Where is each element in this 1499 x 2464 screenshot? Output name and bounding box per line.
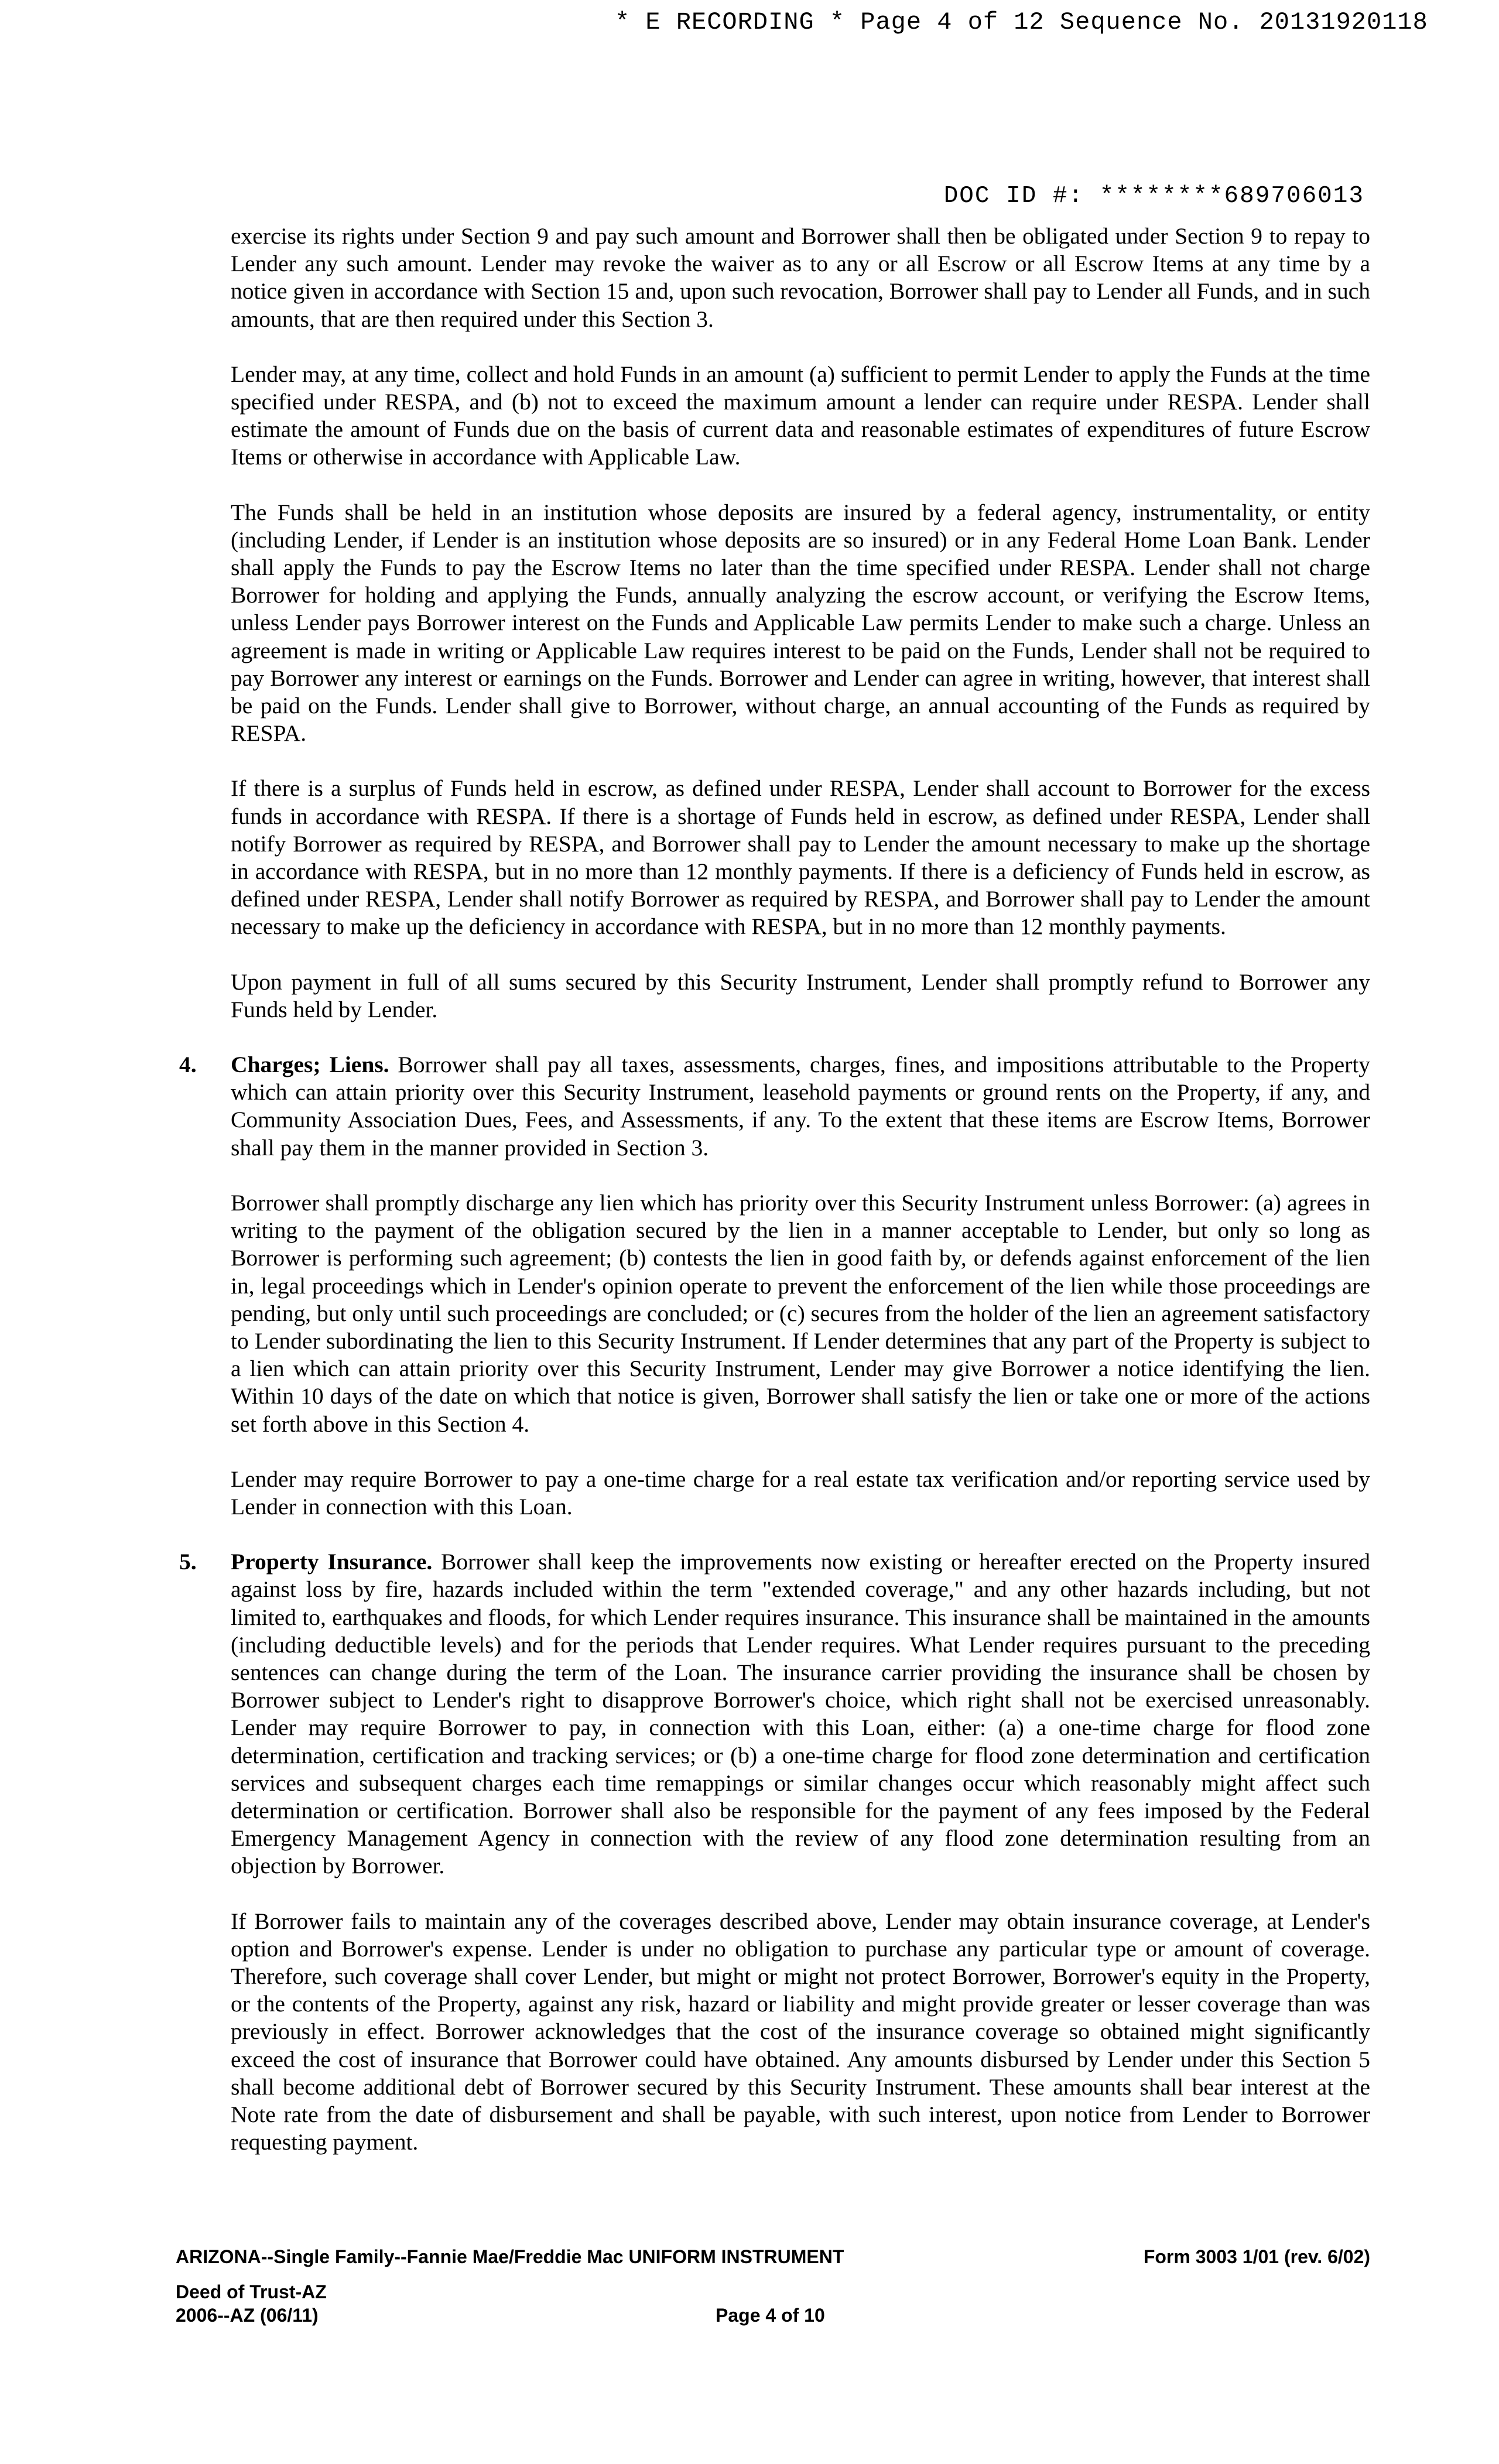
page-footer: [176, 2246, 1370, 2270]
section-number: 5.: [179, 1549, 197, 1575]
section-heading: Property Insurance.: [231, 1549, 433, 1575]
section-lead-text: Borrower shall pay all taxes, assessments, charges, fines, and impositions attributable to the Property which can attain priority over this Security Instrument, leasehold payments or ground rents on the Property, if any, and Community Association Dues, Fees, and Assessments, if any. To the extent that these items are Escrow Items, Borrower shall pay them in the manner provided in Section 3.: [231, 1052, 1370, 1161]
footer-deed-title: Deed of Trust-AZ: [176, 2281, 327, 2302]
section-number: 4.: [179, 1052, 197, 1078]
paragraph: exercise its rights under Section 9 and pay such amount and Borrower shall then be obligated under Section 9 to repay to Lender any such amount. Lender may revoke the waiver as to any or all Escrow or all Escrow Items at any time by a notice given in accordance with Section 15 and, upon such revocation, Borrower shall pay to Lender all Funds, and in such amounts, that are then required under this Section 3.: [231, 223, 1370, 332]
section-lead-paragraph: [231, 1051, 1370, 1162]
paragraph: Upon payment in full of all sums secured by this Security Instrument, Lender shall promptly refund to Borrower any Funds held by Lender.: [231, 969, 1370, 1022]
doc-id: DOC ID #: ********689706013: [943, 183, 1364, 210]
section-lead-text: Borrower shall keep the improvements now existing or hereafter erected on the Property insured against loss by fire, hazards included within the term "extended coverage," and any other hazards including, but not limited to, earthquakes and floods, for which Lender requires insurance. This insurance shall be maintained in the amounts (including deductible levels) and for the periods that Lender requires. What Lender requires pursuant to the preceding sentences can change during the term of the Loan. The insurance carrier providing the insurance shall be chosen by Borrower subject to Lender's right to disapprove Borrower's choice, which right shall not be exercised unreasonably. Lender may require Borrower to pay, in connection with this Loan, either: (a) a one-time charge for flood zone determination, certification and tracking services; or (b) a one-time charge for flood zone determination and certification services and subsequent charges each time remappings or similar changes occur which reasonably might affect such determination or certification. Borrower shall also be responsible for the payment of any fees imposed by the Federal Emergency Management Agency in connection with the review of any flood zone determination resulting from an objection by Borrower.: [231, 1549, 1370, 1879]
paragraph: Lender may, at any time, collect and hold Funds in an amount (a) sufficient to permit Lender to apply the Funds at the time specified under RESPA, and (b) not to exceed the maximum amount a lender can require under RESPA. Lender shall estimate the amount of Funds due on the basis of current data and reasonable estimates of expenditures of future Escrow Items or otherwise in accordance with Applicable Law.: [231, 361, 1370, 470]
section-lead-paragraph: [231, 1548, 1370, 1880]
footer-form-code: 2006--AZ (06/11): [176, 2305, 319, 2326]
recording-header: * E RECORDING * Page 4 of 12 Sequence No. 20131920118: [615, 8, 1428, 36]
page-footer-bottom: [176, 2281, 1370, 2328]
paragraph: If there is a surplus of Funds held in escrow, as defined under RESPA, Lender shall account to Borrower for the excess funds in accordance with RESPA. If there is a shortage of Funds held in escrow, as defined under RESPA, Lender shall notify Borrower as required by RESPA, and Borrower shall pay to Lender the amount necessary to make up the shortage in accordance with RESPA, but in no more than 12 monthly payments. If there is a deficiency of Funds held in escrow, as defined under RESPA, Lender shall notify Borrower as required by RESPA, and Borrower shall pay to Lender the amount necessary to make up the deficiency in accordance with RESPA, but in no more than 12 monthly payments.: [231, 775, 1370, 940]
paragraph: Borrower shall promptly discharge any lien which has priority over this Security Instrument unless Borrower: (a) agrees in writing to the payment of the obligation secured by the lien in a manner acceptable to Lender, but only so long as Borrower is performing such agreement; (b) contests the lien in good faith by, or defends against enforcement of the lien in, legal proceedings which in Lender's opinion operate to prevent the enforcement of the lien while those proceedings are pending, but only until such proceedings are concluded; or (c) secures from the holder of the lien an agreement satisfactory to Lender subordinating the lien to this Security Instrument. If Lender determines that any part of the Property is subject to a lien which can attain priority over this Security Instrument, Lender may give Borrower a notice identifying the lien. Within 10 days of the date on which that notice is given, Borrower shall satisfy the lien or take one or more of the actions set forth above in this Section 4.: [231, 1189, 1370, 1437]
footer-form-number: Form 3003 1/01 (rev. 6/02): [1143, 2246, 1370, 2267]
section-4: [179, 1051, 1370, 1521]
section-5: [179, 1548, 1370, 2156]
footer-page-number: Page 4 of 10: [716, 2305, 825, 2326]
paragraph: The Funds shall be held in an institution whose deposits are insured by a federal agency, instrumentality, or entity (including Lender, if Lender is an institution whose deposits are so insured) or in any Federal Home Loan Bank. Lender shall apply the Funds to pay the Escrow Items no later than the time specified under RESPA. Lender shall not charge Borrower for holding and applying the Funds, annually analyzing the escrow account, or verifying the Escrow Items, unless Lender pays Borrower interest on the Funds and Applicable Law permits Lender to make such a charge. Unless an agreement is made in writing or Applicable Law requires interest to be paid on the Funds, Lender shall not be required to pay Borrower any interest or earnings on the Funds. Borrower and Lender can agree in writing, however, that interest shall be paid on the Funds. Lender shall give to Borrower, without charge, an annual accounting of the Funds as required by RESPA.: [231, 499, 1370, 747]
section-heading: Charges; Liens.: [231, 1052, 389, 1078]
paragraph: If Borrower fails to maintain any of the coverages described above, Lender may obtain insurance coverage, at Lender's option and Borrower's expense. Lender is under no obligation to purchase any particular type or amount of coverage. Therefore, such coverage shall cover Lender, but might or might not protect Borrower, Borrower's equity in the Property, or the contents of the Property, against any risk, hazard or liability and might provide greater or lesser coverage than was previously in effect. Borrower acknowledges that the cost of the insurance coverage so obtained might significantly exceed the cost of insurance that Borrower could have obtained. Any amounts disbursed by Lender under this Section 5 shall become additional debt of Borrower secured by this Security Instrument. These amounts shall bear interest at the Note rate from the date of disbursement and shall be payable, with such interest, upon notice from Lender to Borrower requesting payment.: [231, 1908, 1370, 2155]
paragraph: Lender may require Borrower to pay a one-time charge for a real estate tax verification and/or reporting service used by Lender in connection with this Loan.: [231, 1466, 1370, 1520]
footer-instrument: ARIZONA--Single Family--Fannie Mae/Freddie Mac UNIFORM INSTRUMENT: [176, 2246, 844, 2267]
document-body: [179, 223, 1370, 2184]
